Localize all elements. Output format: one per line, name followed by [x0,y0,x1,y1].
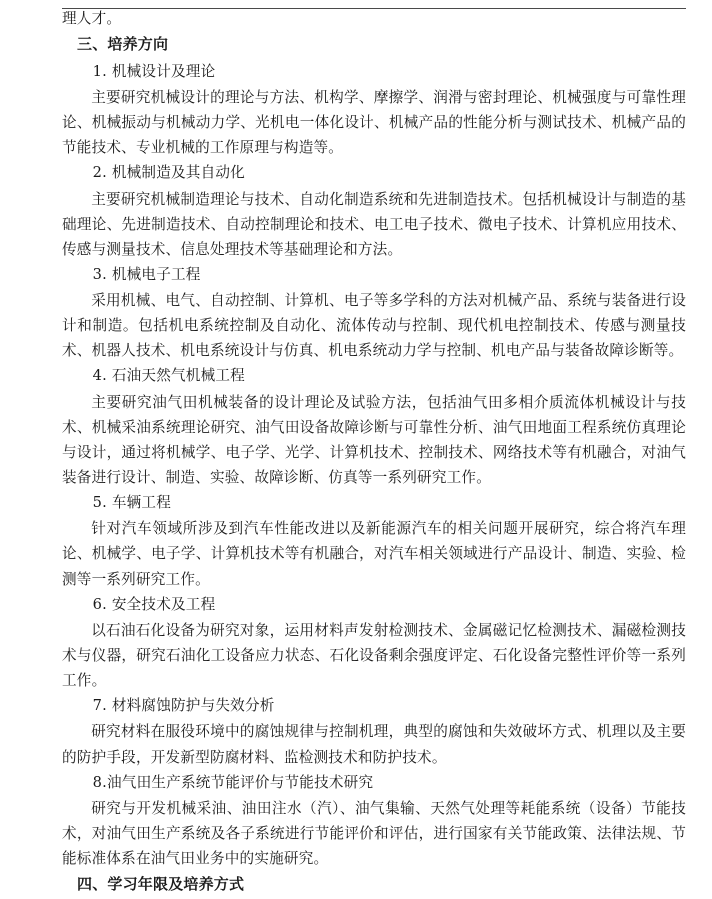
direction-heading-5: 5. 车辆工程 [92,494,171,512]
direction-heading-4: 4. 石油天然气机械工程 [92,367,245,385]
direction-body-4: 主要研究油气田机械装备的设计理论及试验方法，包括油气田多相介质流体机械设计与技术、机械采油系统理论研究、油气田设备故障诊断与可靠性分析、油气田地面工程系统仿真理论与设计，通过将机械学、电子学、光学、计算机技术、控制技术、网络技术等有机融合，对油气装备进行设计、制造、实验、故障诊断、仿真等一系列研究工作。 [62,393,686,487]
section-heading-four: 四、学习年限及培养方式 [77,875,245,894]
direction-body-8: 研究与开发机械采油、油田注水（汽）、油气集输、天然气处理等耗能系统（设备）节能技术，对油气田生产系统及各子系统进行节能评价和评估，进行国家有关节能政策、法律法规、节能标准体系在油气田业务中的实施研究。 [62,799,686,868]
direction-heading-3: 3. 机械电子工程 [92,265,201,283]
page-top-rule [62,8,686,9]
document-body [62,6,686,899]
direction-heading-8: 8.油气田生产系统节能评价与节能技术研究 [92,773,374,791]
direction-heading-7: 7. 材料腐蚀防护与失效分析 [92,697,275,715]
direction-body-2: 主要研究机械制造理论与技术、自动化制造系统和先进制造技术。包括机械设计与制造的基础理论、先进制造技术、自动控制理论和技术、电工电子技术、微电子技术、计算机应用技术、传感与测量技术、信息处理技术等基础理论和方法。 [62,190,686,258]
direction-body-6: 以石油石化设备为研究对象，运用材料声发射检测技术、金属磁记忆检测技术、漏磁检测技术与仪器，研究石油化工设备应力状态、石化设备剩余强度评定、石化设备完整性评价等一系列工作。 [62,621,686,690]
continued-fragment: 理人才。 [62,10,122,27]
direction-body-7: 研究材料在服役环境中的腐蚀规律与控制机理，典型的腐蚀和失效破坏方式、机理以及主要的防护手段，开发新型防腐材料、监检测技术和防护技术。 [62,723,686,766]
section-heading-three: 三、培养方向 [77,35,169,54]
direction-heading-2: 2. 机械制造及其自动化 [92,164,245,182]
direction-heading-6: 6. 安全技术及工程 [92,595,216,613]
direction-body-1: 主要研究机械设计的理论与方法、机构学、摩擦学、润滑与密封理论、机械强度与可靠性理论、机械振动与机械动力学、光机电一体化设计、机械产品的性能分析与测试技术、机械产品的节能技术、专业机械的工作原理与构造等。 [62,89,686,157]
direction-body-3: 采用机械、电气、自动控制、计算机、电子等多学科的方法对机械产品、系统与装备进行设计和制造。包括机电系统控制及自动化、流体传动与控制、现代机电控制技术、传感与测量技术、机器人技术、机电系统设计与仿真、机电系统动力学与控制、机电产品与装备故障诊断等。 [62,292,686,360]
direction-body-5: 针对汽车领域所涉及到汽车性能改进以及新能源汽车的相关问题开展研究，综合将汽车理论、机械学、电子学、计算机技术等有机融合，对汽车相关领域进行产品设计、制造、实验、检测等一系列研究工作。 [62,520,686,588]
direction-heading-1: 1. 机械设计及理论 [92,62,216,80]
